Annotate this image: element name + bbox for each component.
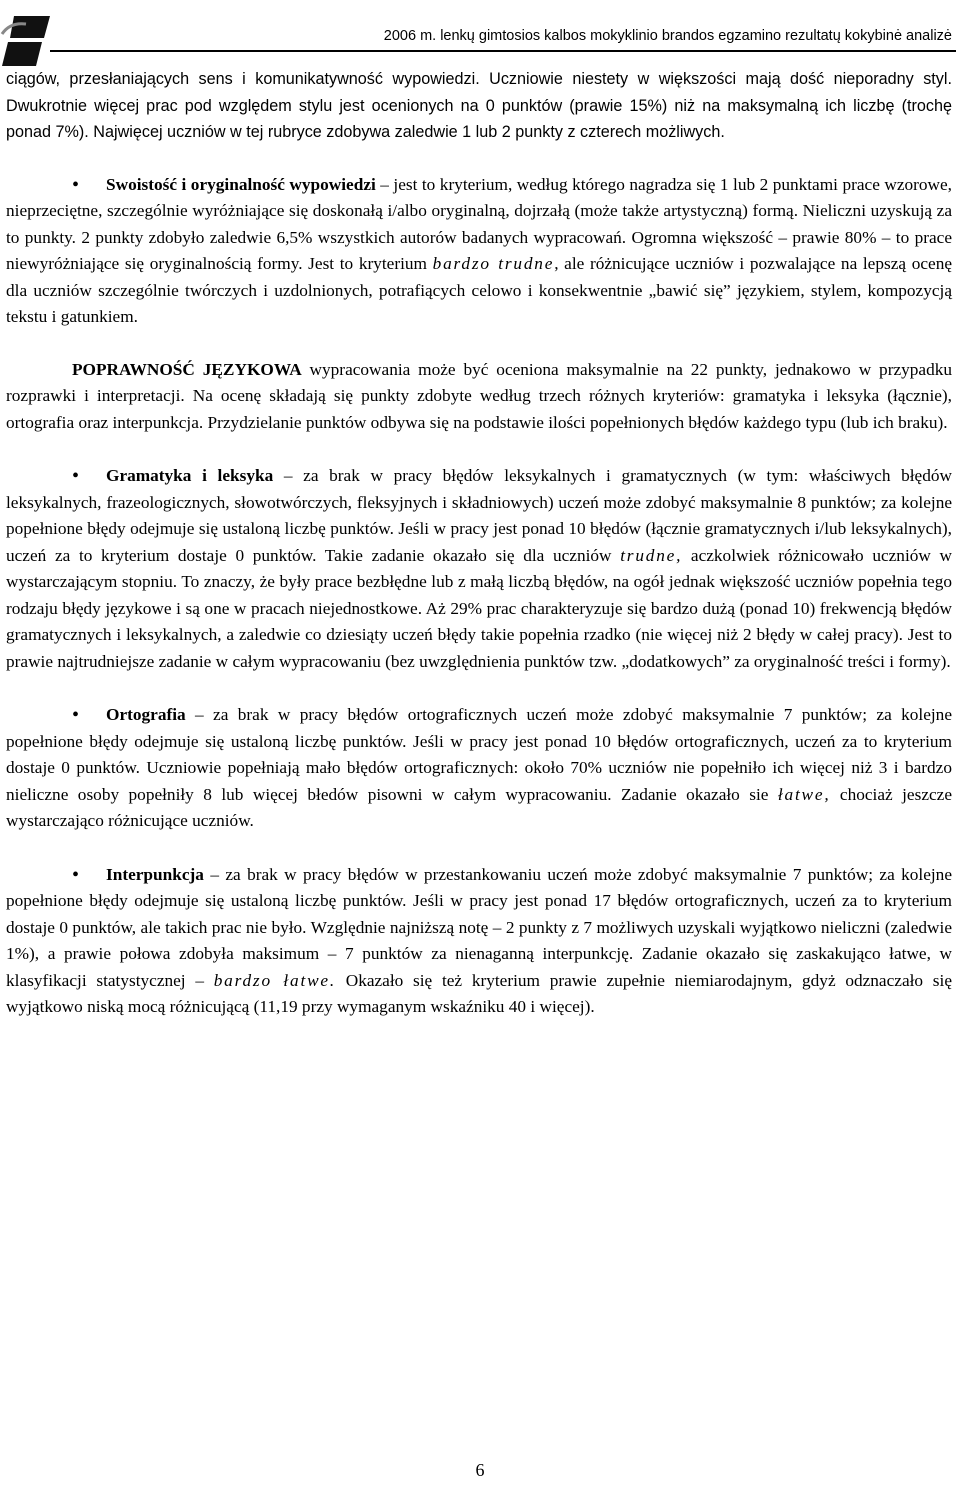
bullet-icon: • [72,863,80,886]
bullet-icon: • [72,173,80,196]
section-ortografia [6,702,952,835]
section-text: , ale różnicujące uczniów i pozwalające na lepszą ocenę dla uczniów szczególnie twórczych i uzdolnionych, potrafiących celowo i konsekwentnie „bawić się” językiem, stylem, kompozycją tekstu i gatunkiem. [6,254,953,326]
intro-paragraph: ciągów, przesłaniających sens i komunikatywność wypowiedzi. Uczniowie niestety w większości mają dość nieporadny styl. Dwukrotnie więcej prac pod względem stylu jest ocenionych na 0 punktów (prawie 15%) niż na maksymalną ich liczbę (trochę ponad 7%). Najwięcej uczniów w tej rubryce zdobywa zaledwie 1 lub 2 punkty z czterech możliwych. [6,70,952,141]
section-interpunkcja [6,862,952,1021]
section-text: wypracowania może być oceniona maksymalnie na 22 punkty, jednakowo w przypadku rozprawki i interpretacji. Na ocenę składają się punkty zdobyte według trzech różnych kryteriów: gramatyka i leksyka (łącznie), ortografia oraz interpunkcja. Przydzielanie punktów odbywa się na podstawie ilości popełnionych błędów każdego typu (lub ich braku). [6,359,952,432]
header-divider [50,50,956,52]
logo-icon [0,14,52,68]
emphasis-text: trudne, [620,545,683,565]
page-number: 6 [475,1460,485,1480]
header-title: 2006 m. lenkų gimtosios kalbos mokyklinio brandos egzamino rezultatų kokybinė analizė [383,28,952,44]
section-poprawnosc [6,357,952,437]
section-text: – za brak w pracy błędów ortograficznych uczeń może zdobyć maksymalnie 7 punktów; za kolejne popełnione błędy odejmuje się ustaloną liczbę punktów. Jeśli w pracy jest ponad 10 błędów ortograficznych, uczeń za to kryterium dostaje 0 punktów. Uczniowie popełniają mało błędów ortograficznych: około 70% uczniów nie popełniło ich więcej niż 3 i bardzo nieliczne osoby popełniły 8 lub więcej błedów pisowni w całym wypracowaniu. Zadanie okazało sie [6,705,952,804]
emphasis-text: łatwe, [777,784,831,804]
page-content [6,66,952,1021]
section-title: POPRAWNOŚĆ JĘZYKOWA [72,359,302,379]
emphasis-text: bardzo łatwe. [213,970,336,990]
section-text: – za brak w pracy błędów w przestankowaniu uczeń może zdobyć maksymalnie 7 punktów; za kolejne popełnione błędy odejmuje się ustaloną liczbę punktów. Jeśli w pracy jest ponad 17 błędów ortograficznych, uczeń za to kryterium dostaje 0 punktów, ale takich prac nie było. Względnie najniższą notę – 2 punkty z 7 możliwych uzyskali wyjątkowo nieliczni (zaledwie 1%), a prawie połowa zdobyła maksimum – 7 punktów za nienaganną interpunkcję. Zadanie okazało się zaskakująco łatwe, w klasyfikacji statystycznej – [6,864,952,990]
bullet-icon: • [72,704,80,726]
section-title: Gramatyka i leksyka [106,466,274,485]
section-title: Ortografia [106,705,186,724]
section-swoistosc [6,172,952,331]
section-text: – jest to kryterium, według którego nagradza się 1 lub 2 punktami prace wzorowe, nieprzeciętne, szczególnie wyróżniające się doskonałą i/albo oryginalną, dojrzałą (może także artystyczną) formą. Nieliczni uzyskują za to punkty. 2 punkty zdobyło zaledwie 6,5% wszystkich autorów badanych wypracowań. Ogromna większość – prawie 80% – to prace niewyróżniające się oryginalnością formy. Jest to kryterium [6,174,953,273]
section-text: – za brak w pracy błędów leksykalnych i gramatycznych (w tym: właściwych błędów leksykalnych, frazeologicznych, słowotwórczych, fleksyjnych i składniowych) uczeń może zdobyć maksymalnie 8 punktów; za kolejne popełnione błędy odejmuje się ustaloną liczbę punktów. Jeśli w pracy jest ponad 10 błędów (łącznie gramatycznych i/lub leksykalnych), uczeń za to kryterium dostaje 0 punktów. Takie zadanie okazało się dla uczniów [6,466,952,565]
section-gramatyka [6,463,952,675]
bullet-icon: • [72,465,80,487]
section-text: aczkolwiek różnicowało uczniów w wystarczającym stopniu. To znaczy, że były prace bezbłędne lub z małą liczbą błędów, na ogół jednak większość uczniów popełnia tego rodzaju błędy językowe i są one w pracach niejednostkowe. Aż 29% prac charakteryzuje się bardzo dużą (ponad 10) frekwencją błędów gramatycznych i leksykalnych, a zaledwie co dziesiąty uczeń błędy takie popełnia rzadko (nie więcej niż 2 błędy w całej pracy). Jest to prawie najtrudniejsze zadanie w całym wypracowaniu (bez uwzględnienia punktów tzw. „dodatkowych” za oryginalność treści i formy). [6,545,952,671]
section-title: Interpunkcja [106,864,204,884]
emphasis-text: bardzo trudne [432,254,555,273]
section-text: Okazało się też kryterium prawie zupełnie niemiarodajnym, gdyż odznaczało się wyjątkowo niską mocą różnicującą (11,19 przy wymaganym wskaźniku 40 i więcej). [6,970,952,1016]
section-text: chociaż jeszcze wystarczająco różnicujące uczniów. [6,784,952,830]
section-title: Swoistość i oryginalność wypowiedzi [106,174,376,194]
